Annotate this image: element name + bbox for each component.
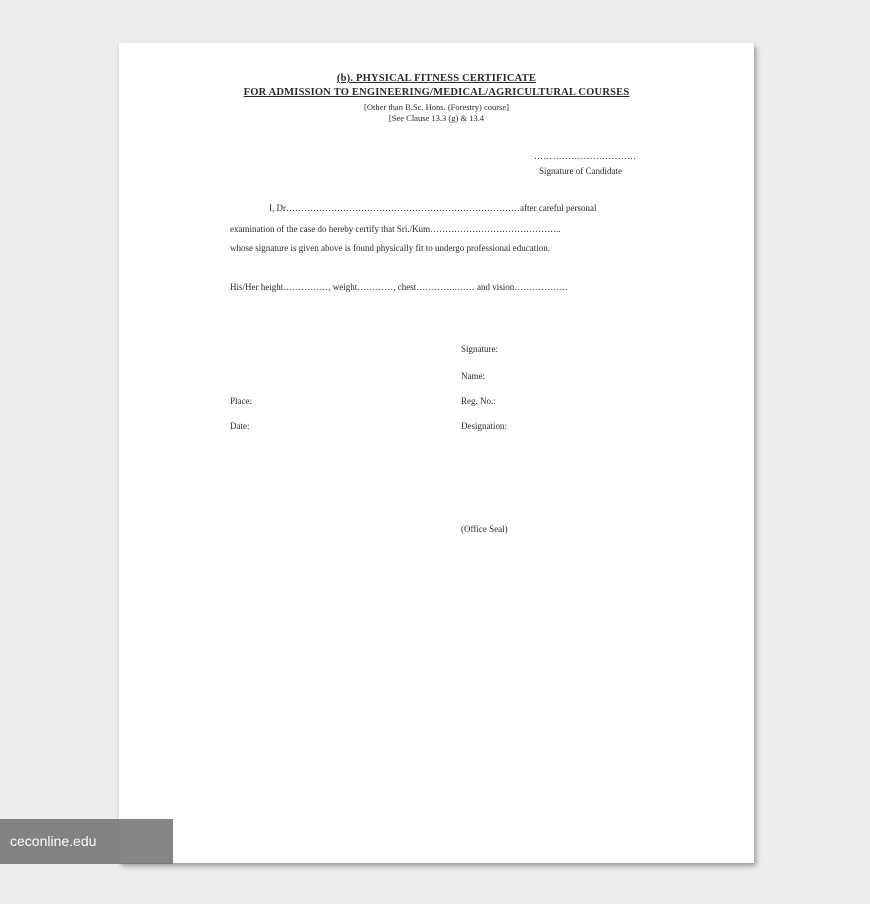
certification-text-line-3: whose signature is given above is found physically fit to undergo professional education. [230, 243, 551, 253]
clause-reference: [See Clause 13.3 (g) & 13.4 [388, 113, 485, 123]
course-note: [Other than B.Sc. Hons. (Forestry) course] [364, 102, 509, 112]
certificate-heading: FOR ADMISSION TO ENGINEERING/MEDICAL/AGRICULTURAL COURSES [243, 87, 630, 98]
candidate-signature-label: Signature of Candidate [539, 166, 622, 176]
source-watermark: ceconline.edu [0, 819, 173, 864]
certificate-title: (b). PHYSICAL FITNESS CERTIFICATE [336, 73, 537, 84]
certification-text-line-1: I, Dr……………………………………………………………………after careful personal [269, 203, 597, 213]
certificate-page [119, 43, 754, 863]
doctor-name-label: Name: [461, 371, 485, 381]
date-label: Date: [230, 421, 250, 431]
office-seal-label: (Office Seal) [461, 524, 508, 534]
measurements-line: His/Her height……………, weight…………, chest…………..…… and vision……………… [230, 282, 569, 292]
certification-text-line-2: examination of the case do hereby certify that Sri./Kum…………………………………….. [230, 224, 561, 234]
doctor-signature-label: Signature: [461, 344, 498, 354]
designation-label: Designation: [461, 421, 507, 431]
place-label: Place: [230, 396, 252, 406]
candidate-signature-line: …………………………… [534, 151, 637, 161]
reg-no-label: Reg. No.: [461, 396, 496, 406]
